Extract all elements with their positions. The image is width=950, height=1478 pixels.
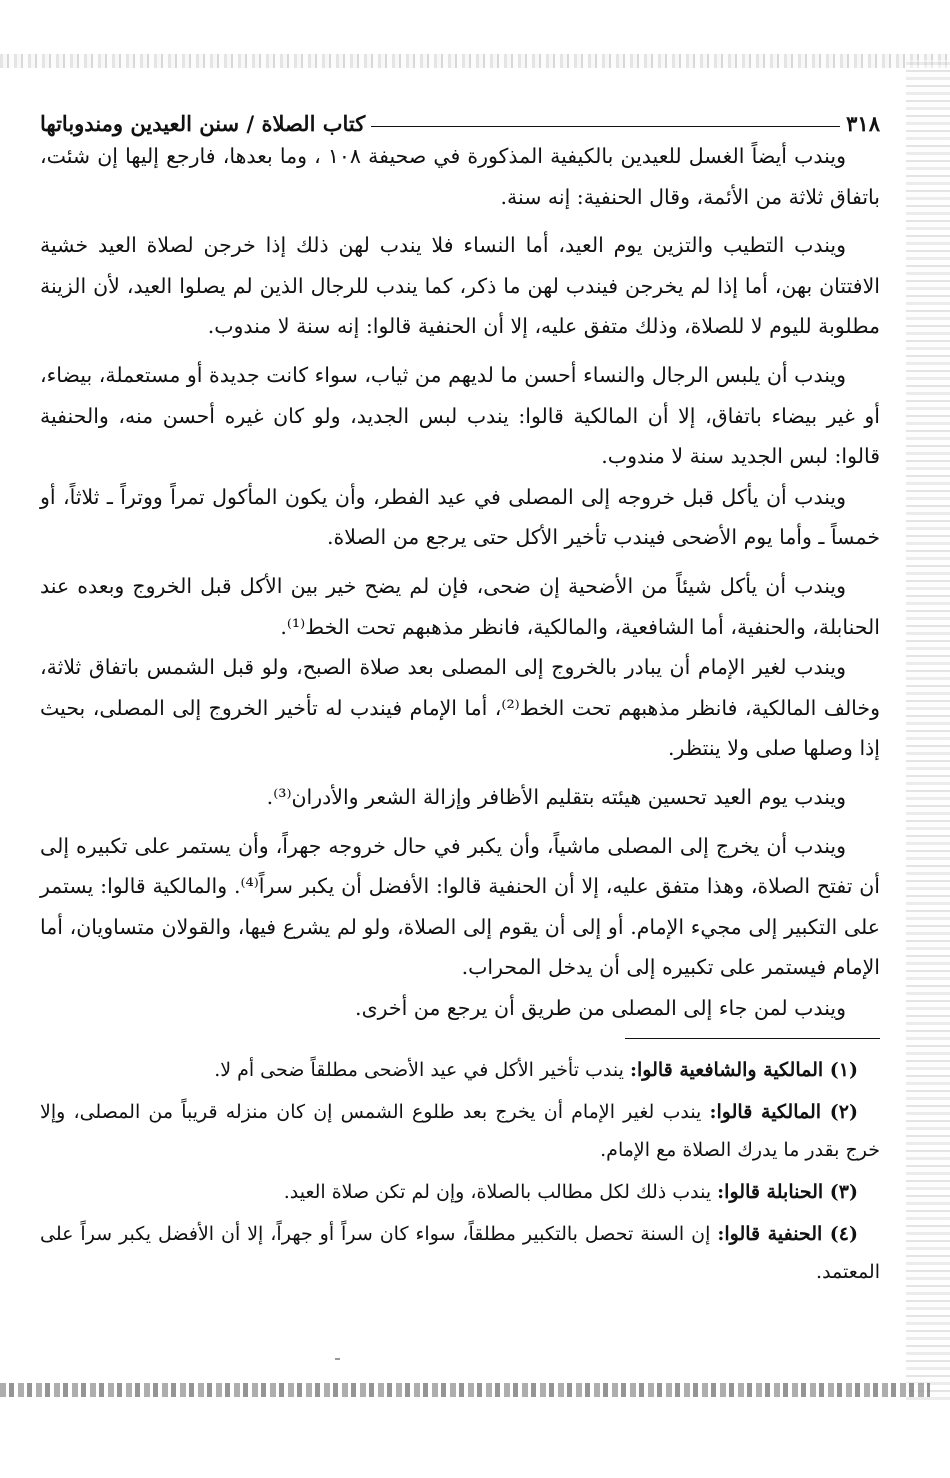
footnote-text: يندب تأخير الأكل في عيد الأضحى مطلقاً ضحى أم لا.: [214, 1059, 630, 1082]
paragraph: ويندب أن يأكل قبل خروجه إلى المصلى في عيد الفطر، وأن يكون المأكول تمراً ووتراً ـ ثلاثاً، أو خمساً ـ وأما يوم الأضحى فيندب تأخير الأكل حتى يرجع من الصلاة.: [40, 484, 880, 550]
page-number: ٣١٨: [846, 111, 880, 136]
paragraph: ويندب التطيب والتزين يوم العيد، أما النساء فلا يندب لهن ذلك إذا خرجن لصلاة العيد خشية الافتتان بهن، أما إذا لم يخرجن فيندب لهن ما ذكر، كما يندب للرجال الذين لم يصلوا العيد، لأن الزينة مطلوبة لليوم لا للصلاة، وذلك متفق عليه، إلا أن الحنفية قالوا: إنه سنة لا مندوب.: [40, 233, 880, 339]
paragraph: ويندب أيضاً الغسل للعيدين بالكيفية المذكورة في صحيفة ١٠٨ ، وما بعدها، فارجع إليها إن شئت، باتفاق ثلاثة من الأئمة، وقال الحنفية: إنه سنة.: [40, 144, 880, 209]
footnote-lead: (١) المالكية والشافعية قالوا:: [629, 1059, 858, 1082]
paragraph: ويندب أن يأكل شيئاً من الأضحية إن ضحى، فإن لم يضح خير بين الأكل قبل الخروج وبعده عند الحنابلة، والحنفية، أما الشافعية، والمالكية، فانظر مذهبهم تحت الخط⁽¹⁾.: [40, 573, 880, 639]
paragraph: ويندب لمن جاء إلى المصلى من طريق أن يرجع من أخرى.: [355, 995, 846, 1020]
paragraph: ويندب يوم العيد تحسين هيئته بتقليم الأظافر وإزالة الشعر والأدران⁽³⁾.: [266, 784, 846, 809]
scan-border-top: [0, 54, 950, 68]
footnote-separator: [625, 1038, 880, 1039]
footnote: [40, 1215, 880, 1291]
main-text: [40, 136, 880, 1028]
footnote-lead: (٢) المالكية قالوا:: [709, 1101, 859, 1124]
page-title: كتاب الصلاة / سنن العيدين ومندوباتها: [40, 111, 366, 136]
footnotes: [40, 1051, 880, 1291]
paragraph: ويندب أن يلبس الرجال والنساء أحسن ما لديهم من ثياب، سواء كانت جديدة أو مستعملة، بيضاء، أو غير بيضاء باتفاق، إلا أن المالكية قالوا: يندب لبس الجديد، ولو كان غيره أحسن منه، والحنفية قالوا: لبس الجديد سنة لا مندوب.: [40, 362, 880, 469]
header-rule: [371, 126, 840, 127]
running-header: [40, 96, 880, 136]
book-page: [40, 96, 880, 1295]
scan-border-bottom: [0, 1383, 930, 1397]
scan-border-right: [906, 60, 950, 1400]
scan-speck: [335, 1358, 340, 1360]
footnote-text: يندب لغير الإمام أن يخرج بعد طلوع الشمس إن كان منزله قريباً من المصلى، وإلا خرج بقدر ما يدرك الصلاة مع الإمام.: [40, 1101, 880, 1162]
footnote-lead: (٣) الحنابلة قالوا:: [717, 1181, 858, 1204]
footnote-text: يندب ذلك لكل مطالب بالصلاة، وإن لم تكن صلاة العيد.: [283, 1181, 718, 1204]
paragraph: ويندب لغير الإمام أن يبادر بالخروج إلى المصلى بعد صلاة الصبح، ولو قبل الشمس باتفاق ثلاثة، وخالف المالكية، فانظر مذهبهم تحت الخط⁽²⁾، أما الإمام فيندب له تأخير الخروج إلى المصلى، بحيث إذا وصلها صلى ولا ينتظر.: [40, 655, 881, 761]
footnote-text: إن السنة تحصل بالتكبير مطلقاً، سواء كان سراً أو جهراً، إلا أن الأفضل يكبر سراً على المعتمد.: [40, 1223, 880, 1284]
footnote: [40, 1093, 880, 1169]
footnote-lead: (٤) الحنفية قالوا:: [717, 1223, 858, 1246]
footnote: [40, 1173, 880, 1211]
footnote: [40, 1051, 880, 1089]
paragraph: ويندب أن يخرج إلى المصلى ماشياً، وأن يكبر في حال خروجه جهراً، وأن يستمر على تكبيره إلى أن تفتح الصلاة، وهذا متفق عليه، إلا أن الحنفية قالوا: الأفضل أن يكبر سراً⁽⁴⁾. والمالكية قالوا: يستمر على التكبير إلى مجيء الإمام. أو إلى أن يقوم إلى الصلاة، ولو لم يشرع فيها، والقولان متساويان، أما الإمام فيستمر على تكبيره إلى أن يدخل المحراب.: [40, 833, 880, 980]
